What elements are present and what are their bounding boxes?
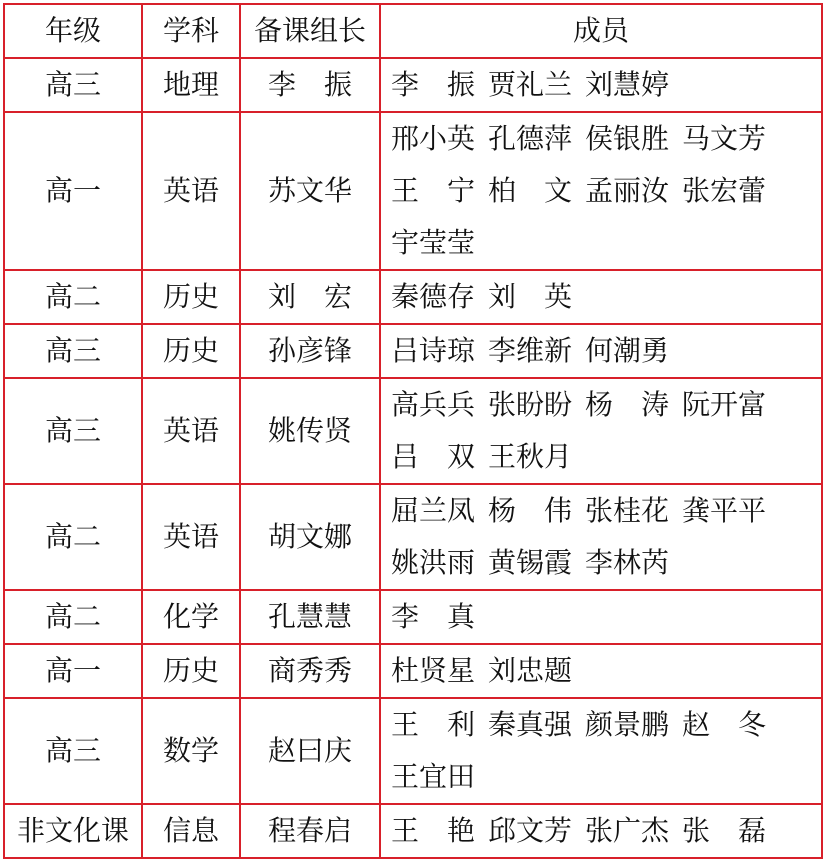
member-name: 秦真强 [488,708,573,741]
members-line [391,59,821,111]
subject-cell: 英语 [142,112,240,270]
leader-cell: 程春启 [240,804,380,858]
leader-cell: 孙彦锋 [240,324,380,378]
member-name: 屈兰凤 [391,494,476,527]
leader-cell: 胡文娜 [240,484,380,590]
member-name: 马文芳 [682,122,767,155]
member-name: 孔德萍 [488,122,573,155]
grade-cell: 高二 [4,590,142,644]
leader-cell: 孔慧慧 [240,590,380,644]
member-name: 张广杰 [585,814,670,847]
members-cell [380,590,822,644]
header-leader: 备课组长 [240,4,380,58]
members-cell [380,270,822,324]
subject-cell: 地理 [142,58,240,112]
members-line [391,805,821,857]
leader-cell: 刘 宏 [240,270,380,324]
member-name: 侯银胜 [585,122,670,155]
member-name: 王宜田 [391,760,476,793]
member-name: 刘慧婷 [585,68,670,101]
members-cell [380,58,822,112]
member-name: 贾礼兰 [488,68,573,101]
grade-cell: 高三 [4,698,142,804]
subject-cell: 信息 [142,804,240,858]
members-cell [380,484,822,590]
member-name: 李 振 [391,68,476,101]
member-name: 王 利 [391,708,476,741]
member-name: 张盼盼 [488,388,573,421]
grade-cell: 非文化课 [4,804,142,858]
staff-table [3,3,823,859]
members-cell [380,698,822,804]
subject-cell: 历史 [142,644,240,698]
leader-cell: 商秀秀 [240,644,380,698]
header-subject: 学科 [142,4,240,58]
member-name: 赵 冬 [682,708,767,741]
members-line [391,113,821,165]
table-row [4,698,822,804]
member-name: 李 真 [391,600,476,633]
member-name: 杜贤星 [391,654,476,687]
table-row [4,58,822,112]
member-name: 何潮勇 [585,334,670,367]
member-name: 孟丽汝 [585,174,670,207]
member-name: 杨 伟 [488,494,573,527]
member-name: 高兵兵 [391,388,476,421]
member-name: 吕诗琼 [391,334,476,367]
grade-cell: 高三 [4,58,142,112]
subject-cell: 历史 [142,270,240,324]
member-name: 张桂花 [585,494,670,527]
member-name: 姚洪雨 [391,546,476,579]
table-row [4,644,822,698]
member-name: 黄锡霞 [488,546,573,579]
grade-cell: 高三 [4,324,142,378]
members-line [391,379,821,431]
member-name: 张宏蕾 [682,174,767,207]
member-name: 柏 文 [488,174,573,207]
members-line [391,751,821,803]
members-line [391,325,821,377]
members-cell [380,324,822,378]
grade-cell: 高一 [4,644,142,698]
grade-cell: 高一 [4,112,142,270]
member-name: 王 艳 [391,814,476,847]
member-name: 龚平平 [682,494,767,527]
subject-cell: 数学 [142,698,240,804]
table-body [4,58,822,858]
members-line [391,165,821,217]
subject-cell: 英语 [142,378,240,484]
members-line [391,699,821,751]
table-row [4,378,822,484]
member-name: 刘忠题 [488,654,573,687]
table-row [4,270,822,324]
members-line [391,217,821,269]
members-line [391,485,821,537]
subject-cell: 历史 [142,324,240,378]
member-name: 李林芮 [585,546,670,579]
members-cell [380,378,822,484]
members-line [391,271,821,323]
members-cell [380,644,822,698]
subject-cell: 化学 [142,590,240,644]
members-line [391,537,821,589]
grade-cell: 高三 [4,378,142,484]
header-row [4,4,822,58]
member-name: 颜景鹏 [585,708,670,741]
members-cell [380,804,822,858]
table-row [4,590,822,644]
member-name: 李维新 [488,334,573,367]
member-name: 邱文芳 [488,814,573,847]
member-name: 阮开富 [682,388,767,421]
grade-cell: 高二 [4,484,142,590]
member-name: 刘 英 [488,280,573,313]
table-row [4,324,822,378]
member-name: 王 宁 [391,174,476,207]
member-name: 吕 双 [391,440,476,473]
subject-cell: 英语 [142,484,240,590]
header-grade: 年级 [4,4,142,58]
members-cell [380,112,822,270]
member-name: 杨 涛 [585,388,670,421]
members-line [391,591,821,643]
leader-cell: 李 振 [240,58,380,112]
table-row [4,112,822,270]
table-row [4,804,822,858]
leader-cell: 苏文华 [240,112,380,270]
member-name: 王秋月 [488,440,573,473]
header-members: 成员 [380,4,822,58]
leader-cell: 姚传贤 [240,378,380,484]
members-line [391,645,821,697]
table-row [4,484,822,590]
members-line [391,431,821,483]
member-name: 秦德存 [391,280,476,313]
member-name: 张 磊 [682,814,767,847]
member-name: 宇莹莹 [391,226,476,259]
member-name: 邢小英 [391,122,476,155]
leader-cell: 赵曰庆 [240,698,380,804]
grade-cell: 高二 [4,270,142,324]
